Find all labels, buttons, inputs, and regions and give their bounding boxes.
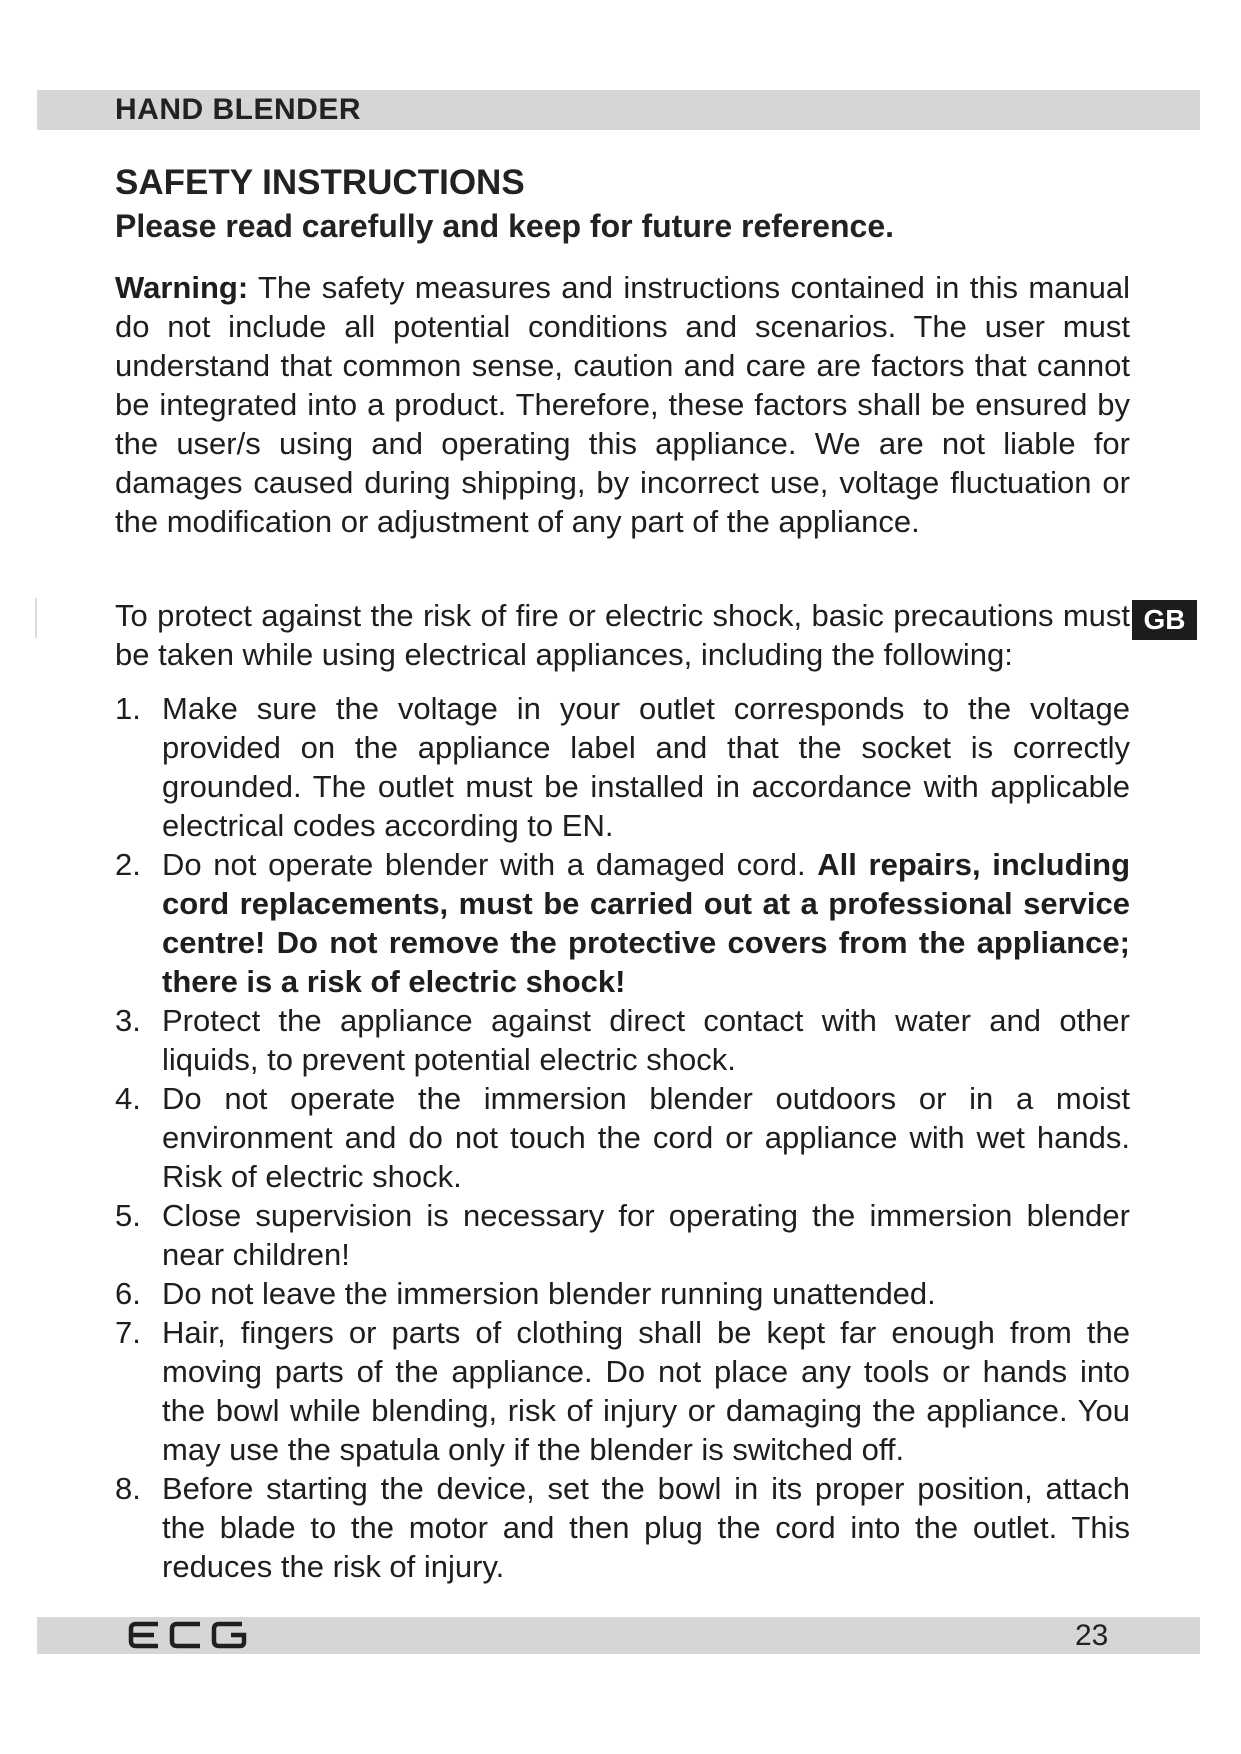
item-number: 2. xyxy=(115,847,141,882)
instructions-list xyxy=(115,689,1130,1586)
list-item xyxy=(115,1313,1130,1469)
section-subtitle: Please read carefully and keep for future reference. xyxy=(115,208,894,244)
list-item xyxy=(115,689,1130,845)
list-item xyxy=(115,1001,1130,1079)
item-number: 8. xyxy=(115,1471,141,1506)
list-item xyxy=(115,1469,1130,1586)
item-bold-text: All repairs, including cord replacements, must be carried out at a professional service centre! Do not remove the protective covers from the appliance; there is a risk of electric shock! xyxy=(162,847,1131,999)
ecg-logo xyxy=(128,1620,248,1650)
list-item xyxy=(115,1274,1130,1313)
item-text-compound xyxy=(162,845,1130,1001)
item-text: Protect the appliance against direct contact with water and other liquids, to prevent potential electric shock. xyxy=(162,1003,1130,1077)
language-tab: GB xyxy=(1132,600,1197,640)
warning-paragraph xyxy=(115,268,1130,541)
protect-paragraph: To protect against the risk of fire or electric shock, basic precautions must be taken while using electrical appliances, including the following: xyxy=(115,598,1130,672)
item-text: Do not operate the immersion blender outdoors or in a moist environment and do not touch the cord or appliance with wet hands. Risk of electric shock. xyxy=(162,1081,1130,1194)
page-number: 23 xyxy=(1075,1619,1109,1652)
list-item xyxy=(115,845,1130,1001)
item-number: 6. xyxy=(115,1276,141,1311)
list-item xyxy=(115,1196,1130,1274)
list-item xyxy=(115,1079,1130,1196)
item-text: Hair, fingers or parts of clothing shall be kept far enough from the moving parts of the appliance. Do not place any tools or hands into the bowl while blending, risk of injury or damaging the appliance. You may use the spatula only if the blender is switched off. xyxy=(162,1315,1130,1467)
warning-label: Warning: xyxy=(115,270,249,305)
item-number: 7. xyxy=(115,1315,141,1350)
item-number: 4. xyxy=(115,1081,141,1116)
item-text: Do not leave the immersion blender running unattended. xyxy=(162,1276,936,1311)
manual-title: HAND BLENDER xyxy=(115,93,361,126)
item-number: 1. xyxy=(115,691,141,726)
item-text: Do not operate blender with a damaged cord. xyxy=(162,847,806,882)
warning-text: The safety measures and instructions contained in this manual do not include all potential conditions and scenarios. The user must understand that common sense, caution and care are factors that cannot be integrated into a product. Therefore, these factors shall be ensured by the user/s using and operating this appliance. We are not liable for damages caused during shipping, by incorrect use, voltage fluctuation or the modification or adjustment of any part of the appliance. xyxy=(115,270,1130,539)
item-text: Close supervision is necessary for operating the immersion blender near children! xyxy=(162,1198,1130,1272)
item-number: 5. xyxy=(115,1198,141,1233)
item-text: Make sure the voltage in your outlet corresponds to the voltage provided on the appliance label and that the socket is correctly grounded. The outlet must be installed in accordance with applicable electrical codes according to EN. xyxy=(162,691,1130,843)
item-number: 3. xyxy=(115,1003,141,1038)
section-title: SAFETY INSTRUCTIONS xyxy=(115,163,525,202)
item-text: Before starting the device, set the bowl in its proper position, attach the blade to the motor and then plug the cord into the outlet. This reduces the risk of injury. xyxy=(162,1471,1130,1584)
margin-mark xyxy=(35,598,37,638)
